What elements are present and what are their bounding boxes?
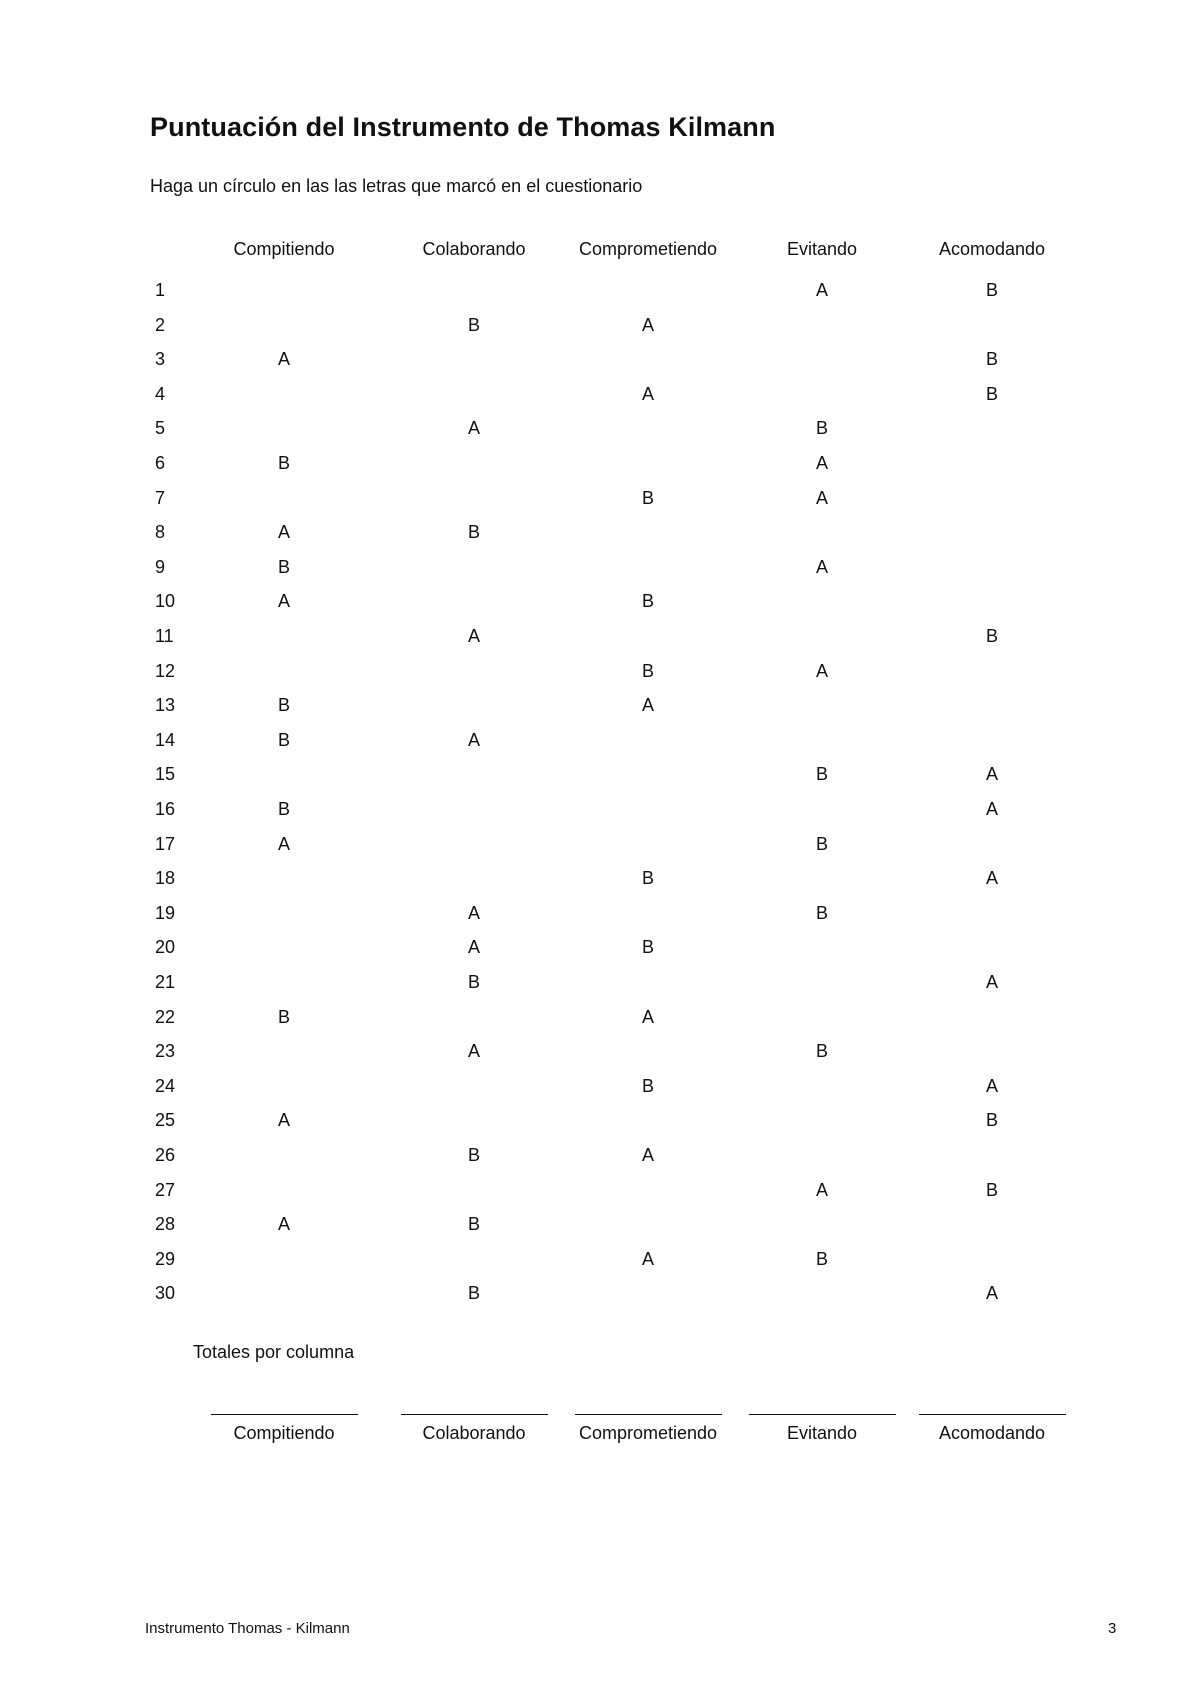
total-column-label: Comprometiendo: [578, 1423, 718, 1443]
answer-letter[interactable]: B: [815, 833, 829, 854]
answer-letter[interactable]: A: [467, 902, 481, 923]
total-blank-line[interactable]: [919, 1414, 1066, 1415]
answer-letter[interactable]: A: [815, 660, 829, 681]
row-number: 7: [155, 487, 166, 508]
row-number: 9: [155, 556, 166, 577]
row-number: 26: [155, 1145, 176, 1165]
answer-letter[interactable]: A: [467, 626, 481, 646]
column-header: Colaborando: [422, 239, 526, 259]
answer-letter[interactable]: B: [641, 660, 655, 681]
answer-letter[interactable]: B: [985, 349, 999, 370]
answer-letter[interactable]: A: [641, 1145, 655, 1165]
total-blank-line[interactable]: [401, 1414, 548, 1415]
row-number: 2: [155, 314, 166, 335]
answer-letter[interactable]: A: [985, 972, 999, 992]
instruction-text: Haga un círculo en las las letras que marcó en el cuestionario: [150, 176, 643, 196]
row-number: 16: [155, 799, 176, 819]
column-header: Comprometiendo: [578, 239, 718, 259]
answer-letter[interactable]: A: [277, 522, 291, 543]
row-number: 3: [155, 349, 166, 370]
answer-letter[interactable]: B: [985, 626, 999, 646]
answer-letter[interactable]: B: [467, 314, 481, 335]
answer-letter[interactable]: B: [985, 1179, 999, 1200]
answer-letter[interactable]: B: [467, 1283, 481, 1304]
row-number: 29: [155, 1248, 176, 1269]
answer-letter[interactable]: B: [641, 591, 655, 612]
row-number: 11: [155, 626, 174, 646]
answer-letter[interactable]: B: [467, 972, 481, 992]
row-number: 8: [155, 522, 166, 543]
answer-letter[interactable]: B: [815, 1041, 829, 1062]
row-number: 12: [155, 660, 176, 681]
row-number: 4: [155, 383, 166, 404]
answer-letter[interactable]: B: [277, 1006, 291, 1027]
row-number: 21: [155, 972, 176, 992]
total-column-label: Colaborando: [422, 1423, 526, 1443]
answer-letter[interactable]: B: [815, 764, 829, 785]
page-title: Puntuación del Instrumento de Thomas Kilmann: [150, 112, 776, 142]
answer-letter[interactable]: A: [277, 1110, 291, 1131]
answer-letter[interactable]: B: [815, 1248, 829, 1269]
answer-letter[interactable]: B: [641, 487, 655, 508]
answer-letter[interactable]: B: [641, 868, 655, 889]
row-number: 17: [155, 833, 176, 854]
answer-letter[interactable]: A: [985, 764, 999, 785]
answer-letter[interactable]: B: [467, 1214, 481, 1235]
column-header: Acomodando: [938, 239, 1046, 259]
answer-letter[interactable]: A: [815, 556, 829, 577]
row-number: 10: [155, 591, 176, 612]
answer-letter[interactable]: A: [277, 349, 291, 370]
total-blank-line[interactable]: [211, 1414, 358, 1415]
total-blank-line[interactable]: [749, 1414, 896, 1415]
answer-letter[interactable]: A: [815, 487, 829, 508]
answer-letter[interactable]: B: [277, 799, 291, 819]
answer-letter[interactable]: A: [467, 937, 481, 958]
row-number: 30: [155, 1283, 176, 1304]
answer-letter[interactable]: B: [985, 280, 999, 300]
column-header: Compitiendo: [233, 239, 335, 259]
total-column-label: Evitando: [786, 1423, 858, 1443]
total-column-label: Compitiendo: [233, 1423, 335, 1443]
row-number: 18: [155, 868, 176, 889]
answer-letter[interactable]: B: [277, 556, 291, 577]
answer-letter[interactable]: B: [641, 937, 655, 958]
answer-letter[interactable]: A: [641, 314, 655, 335]
row-number: 1: [155, 280, 166, 300]
answer-letter[interactable]: A: [815, 280, 829, 300]
answer-letter[interactable]: A: [985, 799, 999, 819]
row-number: 13: [155, 695, 176, 716]
answer-letter[interactable]: B: [641, 1075, 655, 1096]
answer-letter[interactable]: B: [985, 1110, 999, 1131]
row-number: 22: [155, 1006, 176, 1027]
answer-letter[interactable]: A: [277, 1214, 291, 1235]
answer-letter[interactable]: A: [985, 868, 999, 889]
answer-letter[interactable]: B: [467, 522, 481, 543]
answer-letter[interactable]: A: [641, 383, 655, 404]
row-number: 5: [155, 418, 166, 439]
column-header: Evitando: [786, 239, 858, 259]
row-number: 19: [155, 902, 176, 923]
answer-letter[interactable]: B: [277, 695, 291, 716]
row-number: 20: [155, 937, 176, 958]
total-column-label: Acomodando: [938, 1423, 1046, 1443]
answer-letter[interactable]: A: [641, 1006, 655, 1027]
row-number: 23: [155, 1041, 176, 1062]
totals-label: Totales por columna: [193, 1342, 355, 1362]
answer-letter[interactable]: B: [277, 453, 291, 473]
row-number: 15: [155, 764, 176, 785]
answer-letter[interactable]: A: [277, 591, 291, 612]
row-number: 6: [155, 453, 166, 473]
total-blank-line[interactable]: [575, 1414, 722, 1415]
page-number: 3: [1108, 1620, 1117, 1637]
row-number: 14: [155, 729, 176, 750]
answer-letter[interactable]: A: [815, 1179, 829, 1200]
answer-letter[interactable]: A: [641, 695, 655, 716]
row-number: 24: [155, 1075, 176, 1096]
footer-text: Instrumento Thomas - Kilmann: [145, 1620, 350, 1637]
answer-letter[interactable]: A: [985, 1283, 999, 1304]
answer-letter[interactable]: A: [467, 418, 481, 439]
answer-letter[interactable]: B: [815, 902, 829, 923]
answer-letter[interactable]: A: [277, 833, 291, 854]
answer-letter[interactable]: A: [985, 1075, 999, 1096]
answer-letter[interactable]: B: [467, 1145, 481, 1165]
answer-letter[interactable]: B: [985, 383, 999, 404]
answer-letter[interactable]: A: [815, 453, 829, 473]
answer-letter[interactable]: B: [277, 729, 291, 750]
answer-letter[interactable]: B: [815, 418, 829, 439]
answer-letter[interactable]: A: [641, 1248, 655, 1269]
answer-letter[interactable]: A: [467, 729, 481, 750]
answer-letter[interactable]: A: [467, 1041, 481, 1062]
row-number: 27: [155, 1179, 176, 1200]
row-number: 25: [155, 1110, 176, 1131]
row-number: 28: [155, 1214, 176, 1235]
